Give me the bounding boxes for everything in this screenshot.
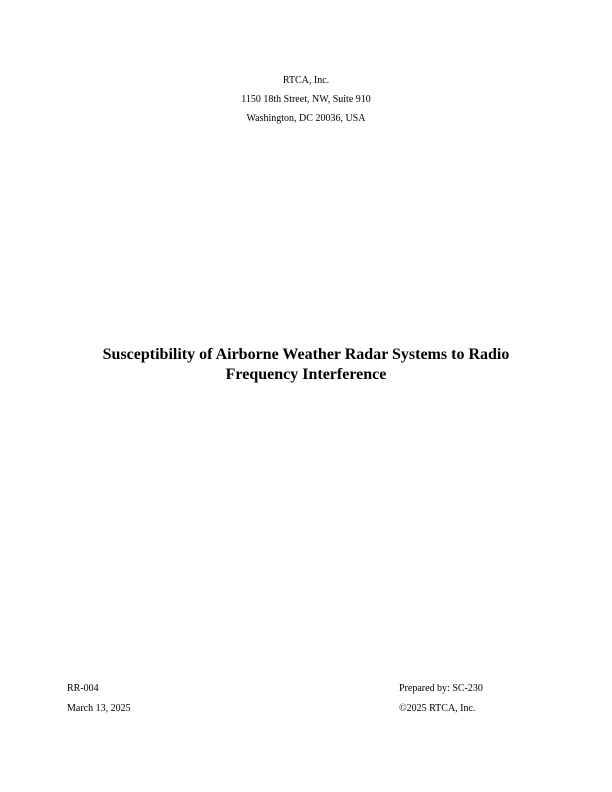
copyright-notice: ©2025 RTCA, Inc. — [399, 703, 476, 714]
footer-right — [399, 679, 483, 719]
report-number: RR-004 — [67, 683, 99, 694]
title-line-2: Frequency Interference — [225, 366, 387, 383]
footer-left — [67, 679, 131, 719]
title-line-1: Susceptibility of Airborne Weather Radar Systems to Radio — [102, 346, 510, 363]
organization-name: RTCA, Inc. — [282, 75, 330, 86]
publication-date: March 13, 2025 — [67, 703, 131, 714]
address-street: 1150 18th Street, NW, Suite 910 — [241, 94, 371, 105]
address-city: Washington, DC 20036, USA — [246, 113, 366, 124]
organization-header — [0, 71, 612, 128]
prepared-by: Prepared by: SC-230 — [399, 683, 483, 694]
document-title — [60, 345, 552, 385]
